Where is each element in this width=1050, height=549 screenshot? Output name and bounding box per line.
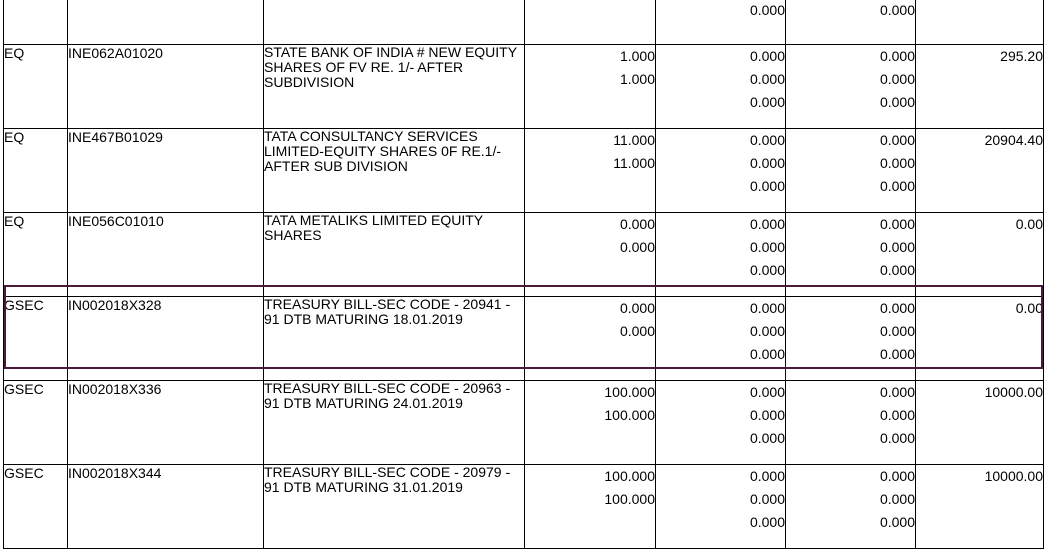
market-value: 10000.00 bbox=[984, 384, 1043, 400]
cell-value: 0.000 bbox=[879, 384, 915, 400]
market-value: 0.00 bbox=[1015, 216, 1043, 232]
table-row[interactable] bbox=[4, 213, 1044, 297]
cell-value: 0.000 bbox=[879, 239, 915, 255]
cell-value: 0.000 bbox=[749, 323, 785, 339]
cell-value: 0.000 bbox=[879, 491, 915, 507]
cell-value: 0.000 bbox=[879, 407, 915, 423]
isin-code: INE467B01029 bbox=[68, 129, 163, 145]
cell-value: 0.000 bbox=[879, 300, 915, 316]
security-description: TREASURY BILL-SEC CODE - 20963 - 91 DTB MATURING 24.01.2019 bbox=[264, 380, 511, 411]
cell-value: 0.000 bbox=[879, 94, 915, 110]
cell-value: 0.000 bbox=[879, 155, 915, 171]
cell-value: 0.000 bbox=[749, 407, 785, 423]
quantity-value: 100.000 bbox=[604, 407, 655, 423]
instrument-type: GSEC bbox=[4, 381, 44, 397]
security-description: TREASURY BILL-SEC CODE - 20941 - 91 DTB MATURING 18.01.2019 bbox=[264, 296, 511, 327]
cell-value: 0.000 bbox=[879, 2, 915, 18]
cell-value: 0.000 bbox=[749, 155, 785, 171]
market-value: 295.20 bbox=[1000, 48, 1043, 64]
quantity-value: 100.000 bbox=[604, 491, 655, 507]
cell-value: 0.000 bbox=[749, 48, 785, 64]
cell-value: 0.000 bbox=[749, 239, 785, 255]
holdings-table bbox=[3, 0, 1044, 549]
quantity-value: 11.000 bbox=[613, 132, 655, 148]
instrument-type: EQ bbox=[4, 45, 25, 61]
cell-value: 0.000 bbox=[749, 216, 785, 232]
cell-value: 0.000 bbox=[749, 132, 785, 148]
instrument-type: GSEC bbox=[4, 297, 44, 313]
instrument-type: EQ bbox=[4, 129, 25, 145]
isin-code: IN002018X328 bbox=[68, 297, 162, 313]
quantity-value: 100.000 bbox=[604, 468, 655, 484]
quantity-value: 0.000 bbox=[619, 300, 655, 316]
quantity-value: 0.000 bbox=[619, 239, 655, 255]
cell-value: 0.000 bbox=[879, 48, 915, 64]
security-description: TREASURY BILL-SEC CODE - 20979 - 91 DTB MATURING 31.01.2019 bbox=[264, 464, 511, 495]
cell-value: 0.000 bbox=[749, 300, 785, 316]
isin-code: IN002018X336 bbox=[68, 381, 162, 397]
cell-value: 0.000 bbox=[879, 514, 915, 530]
quantity-value: 0.000 bbox=[619, 216, 655, 232]
quantity-value: 0.000 bbox=[619, 323, 655, 339]
cell-value: 0.000 bbox=[879, 216, 915, 232]
cell-value: 0.000 bbox=[749, 262, 785, 278]
cell-value: 0.000 bbox=[749, 2, 785, 18]
cell-value: 0.000 bbox=[749, 514, 785, 530]
isin-code: INE056C01010 bbox=[68, 213, 164, 229]
table-row-partial bbox=[4, 0, 1044, 45]
cell-value: 0.000 bbox=[749, 468, 785, 484]
market-value: 20904.40 bbox=[984, 132, 1043, 148]
cell-value: 0.000 bbox=[749, 430, 785, 446]
cell-value: 0.000 bbox=[749, 71, 785, 87]
quantity-value: 100.000 bbox=[604, 384, 655, 400]
table-row[interactable] bbox=[4, 465, 1044, 549]
security-description: STATE BANK OF INDIA # NEW EQUITY SHARES OF FV RE. 1/- AFTER SUBDIVISION bbox=[264, 44, 517, 90]
cell-value: 0.000 bbox=[879, 346, 915, 362]
table-row[interactable] bbox=[4, 381, 1044, 465]
cell-value: 0.000 bbox=[879, 132, 915, 148]
cell-value: 0.000 bbox=[749, 178, 785, 194]
cell-value: 0.000 bbox=[749, 94, 785, 110]
table-row[interactable] bbox=[4, 129, 1044, 213]
cell-value: 0.000 bbox=[879, 262, 915, 278]
instrument-type: GSEC bbox=[4, 465, 44, 481]
table-row[interactable] bbox=[4, 297, 1044, 381]
security-description: TATA METALIKS LIMITED EQUITY SHARES bbox=[264, 212, 483, 243]
cell-value: 0.000 bbox=[879, 323, 915, 339]
cell-value: 0.000 bbox=[879, 178, 915, 194]
market-value: 0.00 bbox=[1015, 300, 1043, 316]
isin-code: INE062A01020 bbox=[68, 45, 163, 61]
quantity-value: 1.000 bbox=[619, 48, 655, 64]
instrument-type: EQ bbox=[4, 213, 25, 229]
security-description: TATA CONSULTANCY SERVICES LIMITED-EQUITY SHARES 0F RE.1/- AFTER SUB DIVISION bbox=[264, 128, 502, 174]
isin-code: IN002018X344 bbox=[68, 465, 162, 481]
cell-value: 0.000 bbox=[749, 384, 785, 400]
quantity-value: 11.000 bbox=[613, 155, 655, 171]
cell-value: 0.000 bbox=[749, 491, 785, 507]
cell-value: 0.000 bbox=[749, 346, 785, 362]
market-value: 10000.00 bbox=[984, 468, 1043, 484]
cell-value: 0.000 bbox=[879, 430, 915, 446]
cell-value: 0.000 bbox=[879, 468, 915, 484]
quantity-value: 1.000 bbox=[619, 71, 655, 87]
cell-value: 0.000 bbox=[879, 71, 915, 87]
table-row[interactable] bbox=[4, 45, 1044, 129]
